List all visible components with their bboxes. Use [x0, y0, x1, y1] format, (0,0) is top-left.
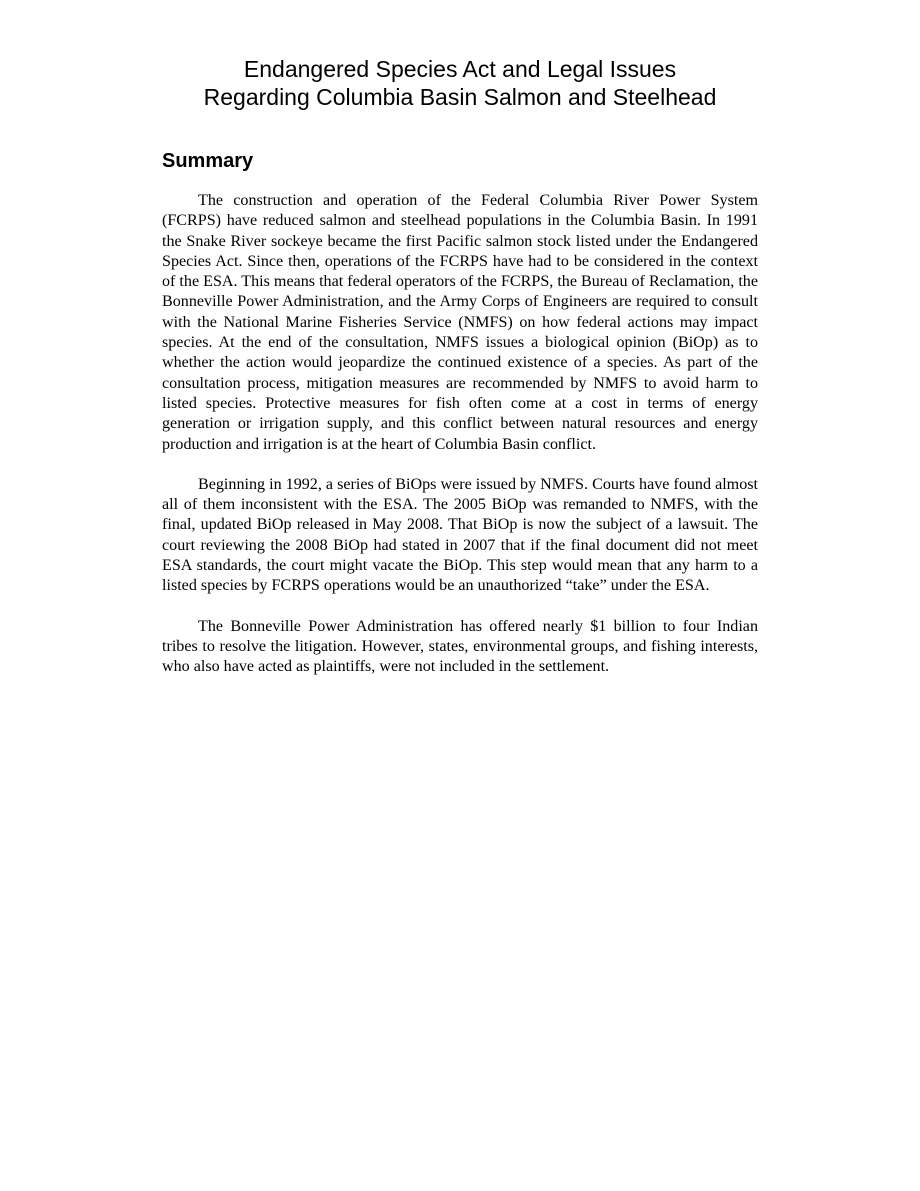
- title-line-1: Endangered Species Act and Legal Issues: [243, 56, 677, 82]
- summary-paragraph-1: The construction and operation of the Federal Columbia River Power System (FCRPS) have reduced salmon and steelhead populations in the Columbia Basin. In 1991 the Snake River sockeye became the first Pacific salmon stock listed under the Endangered Species Act. Since then, operations of the FCRPS have had to be considered in the context of the ESA. This means that federal operators of the FCRPS, the Bureau of Reclamation, the Bonneville Power Administration, and the Army Corps of Engineers are required to consult with the National Marine Fisheries Service (NMFS) on how federal actions may impact species. At the end of the consultation, NMFS issues a biological opinion (BiOp) as to whether the action would jeopardize the continued existence of a species. As part of the consultation process, mitigation measures are recommended by NMFS to avoid harm to listed species. Protective measures for fish often come at a cost in terms of energy generation or irrigation supply, and this conflict between natural resources and energy production and irrigation is at the heart of Columbia Basin conflict.: [162, 192, 758, 453]
- page-title: [162, 55, 758, 111]
- document-page: [162, 55, 758, 698]
- summary-paragraph-2: Beginning in 1992, a series of BiOps were issued by NMFS. Courts have found almost all of them inconsistent with the ESA. The 2005 BiOp was remanded to NMFS, with the final, updated BiOp released in May 2008. That BiOp is now the subject of a lawsuit. The court reviewing the 2008 BiOp had stated in 2007 that if the final document did not meet ESA standards, the court might vacate the BiOp. This step would mean that any harm to a listed species by FCRPS operations would be an unauthorized “take” under the ESA.: [162, 475, 758, 595]
- title-line-2: Regarding Columbia Basin Salmon and Steelhead: [203, 84, 717, 110]
- summary-heading: Summary: [162, 150, 254, 172]
- summary-paragraph-3: The Bonneville Power Administration has offered nearly $1 billion to four Indian tribes to resolve the litigation. However, states, environmental groups, and fishing interests, who also have acted as plaintiffs, were not included in the settlement.: [162, 617, 758, 676]
